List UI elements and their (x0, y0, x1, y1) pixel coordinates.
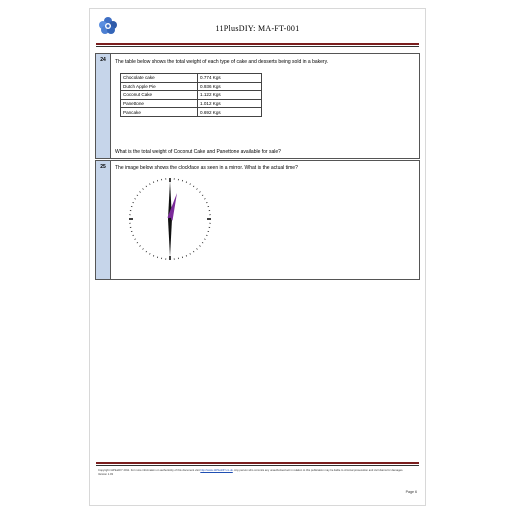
table-row (121, 99, 262, 108)
clock-minute-mark (134, 199, 135, 200)
clock-minute-mark (193, 251, 194, 252)
footer-rule-thin (96, 465, 419, 466)
table-cell-weight: 0.774 Kgs (198, 74, 262, 83)
copyright-text: Copyright 11PlusDIY 2011. For more information on authenticity of this document visit (98, 469, 201, 472)
version-label: Version 1.03 (98, 473, 113, 476)
clock-minute-mark (133, 235, 134, 236)
clock-minute-mark (186, 255, 187, 256)
question-number: 24 (96, 54, 111, 158)
clock-minute-mark (140, 192, 141, 193)
clock-minute-mark (196, 248, 197, 249)
footer-rule (96, 462, 419, 464)
clock-minute-mark (202, 242, 203, 243)
footer-copyright (98, 469, 417, 477)
clock-minute-mark (204, 199, 205, 200)
document-title: 11PlusDIY: MA-FT-001 (215, 24, 300, 33)
weights-table (120, 73, 262, 117)
clock-minute-mark (143, 248, 144, 249)
clock-minute-mark (199, 245, 200, 246)
table-cell-weight: 1.122 Kgs (198, 91, 262, 100)
clock-center (169, 218, 171, 220)
clock-minute-mark (134, 239, 135, 240)
table-cell-name: Panettone (121, 99, 198, 108)
question-text: What is the total weight of Coconut Cake and Panettone available for sale? (115, 149, 281, 155)
table-row (121, 91, 262, 100)
clock-minute-mark (150, 253, 151, 254)
clock-minute-mark (202, 195, 203, 196)
clock-minute-mark (190, 253, 191, 254)
table-cell-weight: 1.012 Kgs (198, 99, 262, 108)
table-cell-name: Chocolate cake (121, 74, 198, 83)
copyright-text-continued: . Any person who commits any unauthorised act in relation to this publication may be liable to criminal prosecution and civil claims for damages. (232, 469, 404, 472)
table-cell-name: Coconut Cake (121, 91, 198, 100)
clock-minute-mark (196, 189, 197, 190)
table-row (121, 108, 262, 117)
clock-minute-mark (193, 186, 194, 187)
table-row (121, 74, 262, 83)
clock-minute-mark (146, 251, 147, 252)
clock-minute-mark (199, 192, 200, 193)
clock-minute-mark (153, 255, 154, 256)
table-row (121, 82, 262, 91)
clock-minute-mark (137, 195, 138, 196)
clock-minute-mark (204, 239, 205, 240)
mirrored-clock-face (124, 173, 216, 265)
table-cell-weight: 0.692 Kgs (198, 108, 262, 117)
clock-minute-mark (146, 186, 147, 187)
clock-minute-mark (133, 202, 134, 203)
table-cell-name: Dutch Apple Pie (121, 82, 198, 91)
clock-minute-mark (190, 183, 191, 184)
page-number: Page 6 (405, 490, 417, 494)
table-cell-weight: 0.936 Kgs (198, 82, 262, 91)
clock-minute-mark (150, 183, 151, 184)
question-prompt: The table below shows the total weight of each type of cake and desserts being sold in a bakery. (115, 59, 329, 65)
clock-minute-mark (137, 242, 138, 243)
question-24-box (95, 53, 420, 159)
clock-minute-mark (153, 182, 154, 183)
clock-minute-mark (186, 182, 187, 183)
table-cell-name: Pancake (121, 108, 198, 117)
header-rule (96, 43, 419, 45)
question-25-box (95, 160, 420, 280)
clock-minute-mark (206, 202, 207, 203)
header-rule-thin (96, 46, 419, 47)
clock-minute-mark (143, 189, 144, 190)
clock-minute-mark (140, 245, 141, 246)
worksheet-page (89, 8, 426, 506)
website-link[interactable]: http://www.11PlusDIY.co.uk (200, 469, 233, 472)
clock-minute-mark (206, 235, 207, 236)
question-prompt: The image below shows the clockface as seen in a mirror. What is the actual time? (115, 165, 298, 171)
question-number: 25 (96, 161, 111, 279)
